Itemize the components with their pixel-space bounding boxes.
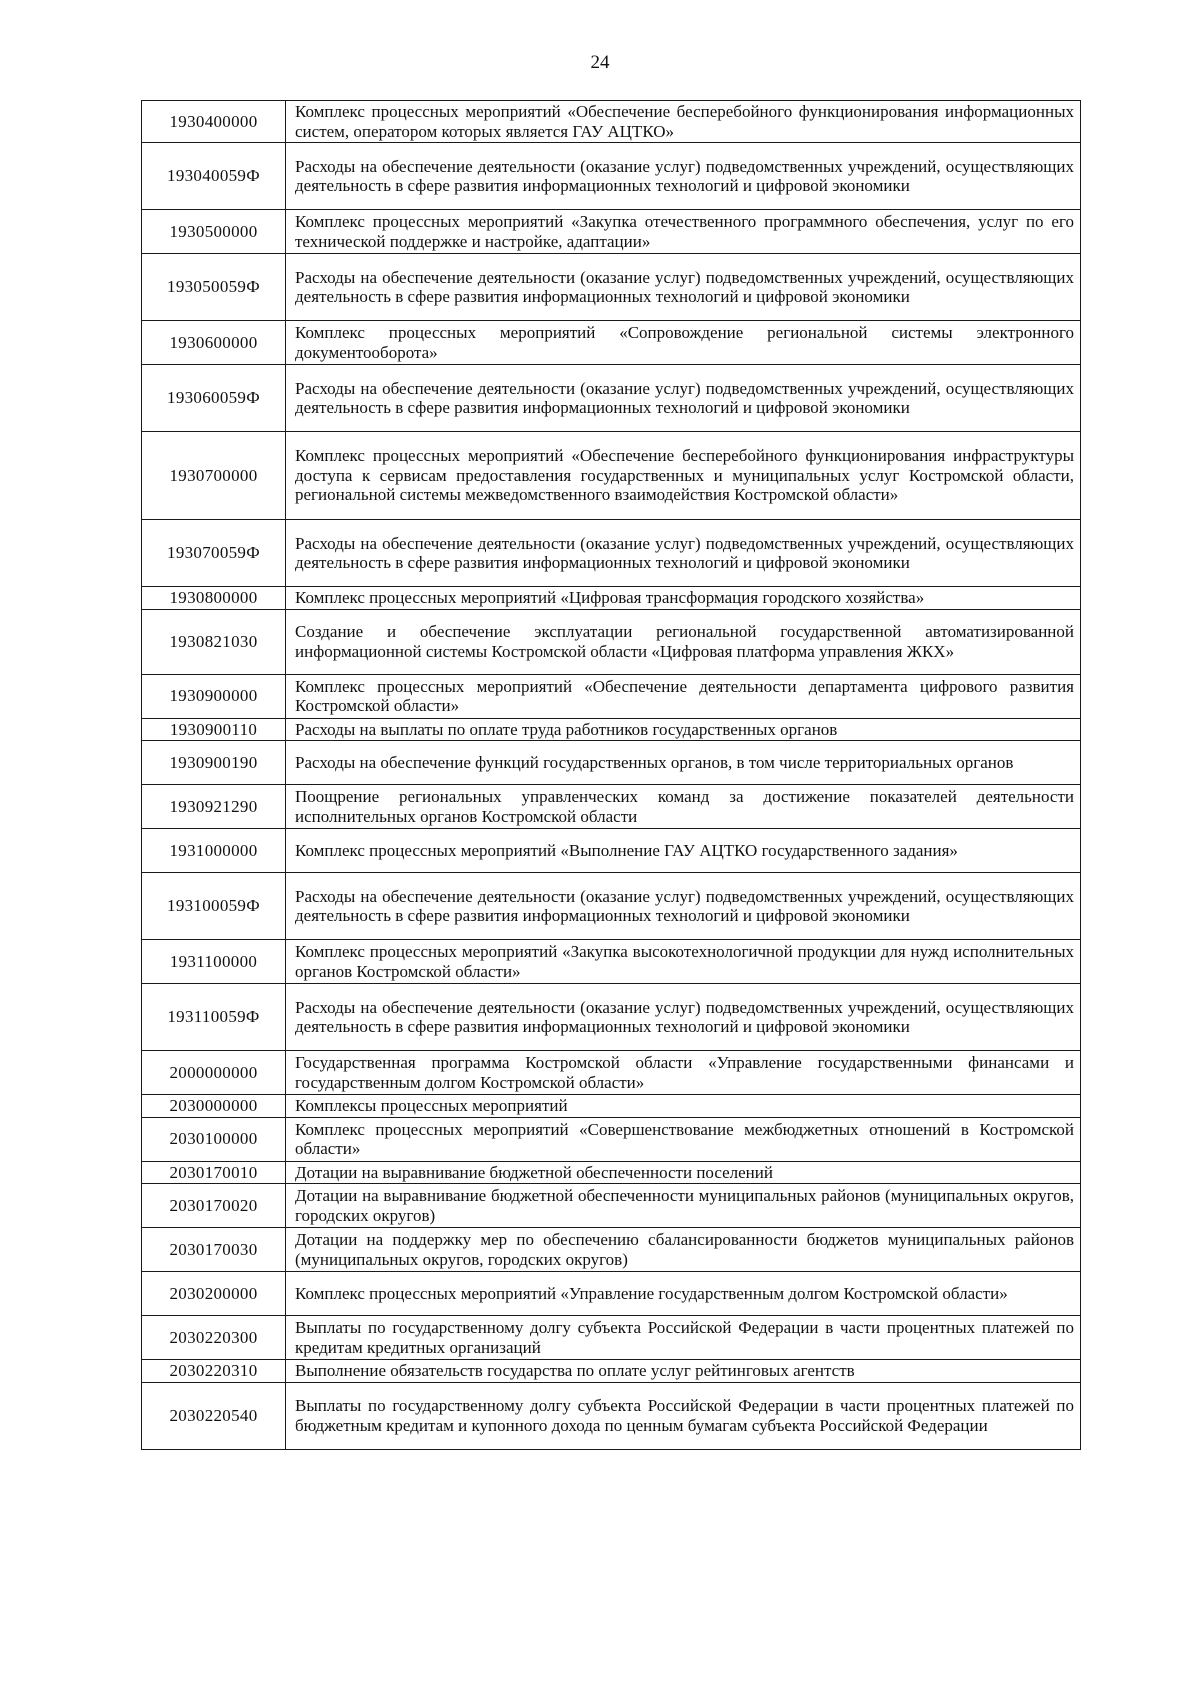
classification-code-cell: 1930821030 (142, 609, 286, 674)
classification-code-cell: 1930800000 (142, 587, 286, 610)
description-cell: Комплекс процессных мероприятий «Выполнение ГАУ АЦТКО государственного задания» (286, 829, 1081, 873)
classification-code-cell: 2030220300 (142, 1316, 286, 1360)
table-row (142, 1228, 1081, 1272)
table-row (142, 587, 1081, 610)
page-number: 24 (590, 52, 610, 73)
classification-code-cell: 193050059Ф (142, 254, 286, 321)
description-cell: Расходы на обеспечение функций государственных органов, в том числе территориальных органов (286, 741, 1081, 785)
table-row (142, 1095, 1081, 1118)
description-cell: Выплаты по государственному долгу субъекта Российской Федерации в части процентных платежей по бюджетным кредитам и купонного дохода по ценным бумагам субъекта Российской Федерации (286, 1382, 1081, 1449)
table-row (142, 321, 1081, 365)
description-cell: Комплекс процессных мероприятий «Совершенствование межбюджетных отношений в Костромской области» (286, 1117, 1081, 1161)
table-row (142, 101, 1081, 143)
description-cell: Комплексы процессных мероприятий (286, 1095, 1081, 1118)
classification-code-cell: 2030220540 (142, 1382, 286, 1449)
classification-code-cell: 193060059Ф (142, 365, 286, 432)
budget-classification-table (141, 100, 1081, 1450)
table-row (142, 1051, 1081, 1095)
description-cell: Расходы на обеспечение деятельности (оказание услуг) подведомственных учреждений, осуществляющих деятельность в сфере развития информационных технологий и цифровой экономики (286, 143, 1081, 210)
table-row (142, 432, 1081, 520)
classification-code-cell: 2000000000 (142, 1051, 286, 1095)
classification-code-cell: 193040059Ф (142, 143, 286, 210)
classification-code-cell: 1931100000 (142, 940, 286, 984)
description-cell: Комплекс процессных мероприятий «Обеспечение деятельности департамента цифрового развития Костромской области» (286, 674, 1081, 718)
description-cell: Комплекс процессных мероприятий «Закупка высокотехнологичной продукции для нужд исполнительных органов Костромской области» (286, 940, 1081, 984)
table-row (142, 254, 1081, 321)
description-cell: Дотации на выравнивание бюджетной обеспеченности поселений (286, 1161, 1081, 1184)
description-cell: Создание и обеспечение эксплуатации региональной государственной автоматизированной информационной системы Костромской области «Цифровая платформа управления ЖКХ» (286, 609, 1081, 674)
classification-code-cell: 193110059Ф (142, 984, 286, 1051)
classification-code-cell: 193100059Ф (142, 873, 286, 940)
description-cell: Расходы на обеспечение деятельности (оказание услуг) подведомственных учреждений, осуществляющих деятельность в сфере развития информационных технологий и цифровой экономики (286, 984, 1081, 1051)
description-cell: Государственная программа Костромской области «Управление государственными финансами и государственным долгом Костромской области» (286, 1051, 1081, 1095)
table-row (142, 1161, 1081, 1184)
classification-code-cell: 2030100000 (142, 1117, 286, 1161)
table-row (142, 785, 1081, 829)
classification-code-cell: 1930921290 (142, 785, 286, 829)
description-cell: Комплекс процессных мероприятий «Закупка отечественного программного обеспечения, услуг по его технической поддержке и настройке, адаптации» (286, 210, 1081, 254)
table-row (142, 1316, 1081, 1360)
table-row (142, 674, 1081, 718)
table-row (142, 984, 1081, 1051)
table-row (142, 520, 1081, 587)
description-cell: Комплекс процессных мероприятий «Обеспечение бесперебойного функционирования информационных систем, оператором которых является ГАУ АЦТКО» (286, 101, 1081, 143)
classification-code-cell: 2030170010 (142, 1161, 286, 1184)
description-cell: Комплекс процессных мероприятий «Цифровая трансформация городского хозяйства» (286, 587, 1081, 610)
classification-code-cell: 2030220310 (142, 1360, 286, 1383)
table-row (142, 143, 1081, 210)
table-row (142, 210, 1081, 254)
description-cell: Расходы на обеспечение деятельности (оказание услуг) подведомственных учреждений, осуществляющих деятельность в сфере развития информационных технологий и цифровой экономики (286, 873, 1081, 940)
description-cell: Расходы на обеспечение деятельности (оказание услуг) подведомственных учреждений, осуществляющих деятельность в сфере развития информационных технологий и цифровой экономики (286, 254, 1081, 321)
classification-code-cell: 1930600000 (142, 321, 286, 365)
classification-code-cell: 2030000000 (142, 1095, 286, 1118)
description-cell: Поощрение региональных управленческих команд за достижение показателей деятельности исполнительных органов Костромской области (286, 785, 1081, 829)
table-row (142, 1360, 1081, 1383)
classification-code-cell: 193070059Ф (142, 520, 286, 587)
table-row (142, 873, 1081, 940)
table-row (142, 365, 1081, 432)
description-cell: Комплекс процессных мероприятий «Обеспечение бесперебойного функционирования инфраструктуры доступа к сервисам предоставления государственных и муниципальных услуг Костромской области, региональной системы межведомственного взаимодействия Костромской области» (286, 432, 1081, 520)
description-cell: Расходы на выплаты по оплате труда работников государственных органов (286, 718, 1081, 741)
description-cell: Выплаты по государственному долгу субъекта Российской Федерации в части процентных платежей по кредитам кредитных организаций (286, 1316, 1081, 1360)
table-body (142, 101, 1081, 1450)
classification-code-cell: 1930400000 (142, 101, 286, 143)
description-cell: Комплекс процессных мероприятий «Управление государственным долгом Костромской области» (286, 1272, 1081, 1316)
table-row (142, 1382, 1081, 1449)
table-row (142, 718, 1081, 741)
classification-code-cell: 2030200000 (142, 1272, 286, 1316)
classification-code-cell: 1930700000 (142, 432, 286, 520)
classification-code-cell: 1930900110 (142, 718, 286, 741)
table-row (142, 741, 1081, 785)
description-cell: Расходы на обеспечение деятельности (оказание услуг) подведомственных учреждений, осуществляющих деятельность в сфере развития информационных технологий и цифровой экономики (286, 365, 1081, 432)
classification-code-cell: 1930500000 (142, 210, 286, 254)
description-cell: Расходы на обеспечение деятельности (оказание услуг) подведомственных учреждений, осуществляющих деятельность в сфере развития информационных технологий и цифровой экономики (286, 520, 1081, 587)
table-row (142, 1272, 1081, 1316)
classification-code-cell: 1930900000 (142, 674, 286, 718)
description-cell: Дотации на выравнивание бюджетной обеспеченности муниципальных районов (муниципальных округов, городских округов) (286, 1184, 1081, 1228)
description-cell: Выполнение обязательств государства по оплате услуг рейтинговых агентств (286, 1360, 1081, 1383)
table-row (142, 829, 1081, 873)
classification-code-cell: 2030170030 (142, 1228, 286, 1272)
description-cell: Дотации на поддержку мер по обеспечению сбалансированности бюджетов муниципальных районов (муниципальных округов, городских округов) (286, 1228, 1081, 1272)
table-row (142, 1184, 1081, 1228)
table-row (142, 1117, 1081, 1161)
description-cell: Комплекс процессных мероприятий «Сопровождение региональной системы электронного документооборота» (286, 321, 1081, 365)
table-row (142, 609, 1081, 674)
classification-code-cell: 1930900190 (142, 741, 286, 785)
table-row (142, 940, 1081, 984)
classification-code-cell: 1931000000 (142, 829, 286, 873)
classification-code-cell: 2030170020 (142, 1184, 286, 1228)
